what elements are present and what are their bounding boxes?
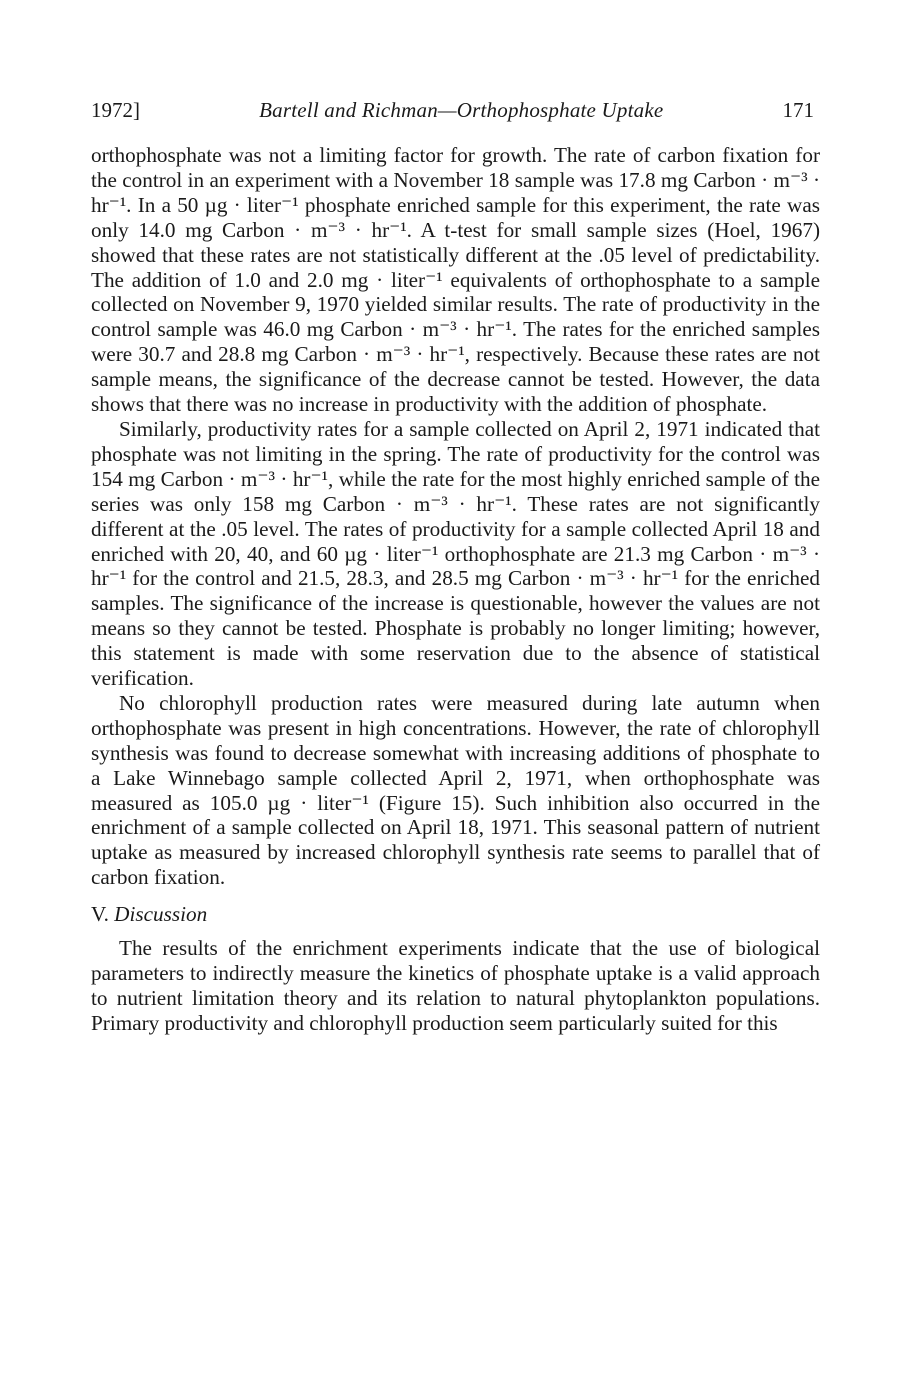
section-number: V. [91,902,109,927]
paragraph-continued: orthophosphate was not a limiting factor for growth. The rate of carbon fixation for the control in an experiment with a November 18 sample was 17.8 mg Carbon · m⁻³ · hr⁻¹. In a 50 µg · liter⁻¹ phosphate enriched sample for this experiment, the rate was only 14.0 mg Carbon · m⁻³ · hr⁻¹. A t-test for small sample sizes (Hoel, 1967) showed that these rates are not statistically different at the .05 level of predictability. The addition of 1.0 and 2.0 mg · liter⁻¹ equivalents of orthophosphate to a sample collected on November 9, 1970 yielded similar results. The rate of productivity in the control sample was 46.0 mg Carbon · m⁻³ · hr⁻¹. The rates for the enriched samples were 30.7 and 28.8 mg Carbon · m⁻³ · hr⁻¹, respectively. Because these rates are not sample means, the significance of the decrease cannot be tested. However, the data shows that there was no increase in productivity with the addition of phosphate. [91,143,820,417]
body-text [91,143,820,1036]
paragraph-discussion: The results of the enrichment experiments indicate that the use of biological parameters to indirectly measure the kinetics of phosphate uptake is a valid approach to nutrient limitation theory and its relation to natural phytoplankton populations. Primary productivity and chlorophyll production seem particularly suited for this [91,936,820,1035]
paragraph-april-productivity: Similarly, productivity rates for a sample collected on April 2, 1971 indicated that phosphate was not limiting in the spring. The rate of productivity for the control was 154 mg Carbon · m⁻³ · hr⁻¹, while the rate for the most highly enriched sample of the series was only 158 mg Carbon · m⁻³ · hr⁻¹. These rates are not significantly different at the .05 level. The rates of productivity for a sample collected April 18 and enriched with 20, 40, and 60 µg · liter⁻¹ orthophosphate are 21.3 mg Carbon · m⁻³ · hr⁻¹ for the control and 21.5, 28.3, and 28.5 mg Carbon · m⁻³ · hr⁻¹ for the enriched samples. The significance of the increase is questionable, however the values are not means so they cannot be tested. Phosphate is probably no longer limiting; however, this statement is made with some reservation due to the absence of statistical verification. [91,416,820,691]
page-number: 171 [782,98,814,122]
paragraph-chlorophyll: No chlorophyll production rates were measured during late autumn when orthophosphate was present in high concentrations. However, the rate of chlorophyll synthesis was found to decrease somewhat with increasing additions of phosphate to a Lake Winnebago sample collected April 2, 1971, when orthophosphate was measured as 105.0 µg · liter⁻¹ (Figure 15). Such inhibition also occurred in the enrichment of a sample collected on April 18, 1971. This seasonal pattern of nutrient uptake as measured by increased chlorophyll synthesis rate seems to parallel that of carbon fixation. [91,690,820,890]
header-year: 1972] [91,98,140,122]
running-head [91,98,820,123]
section-heading [91,902,820,927]
header-title: Bartell and Richman—Orthophosphate Uptake [259,98,664,122]
section-title: Discussion [114,902,208,927]
